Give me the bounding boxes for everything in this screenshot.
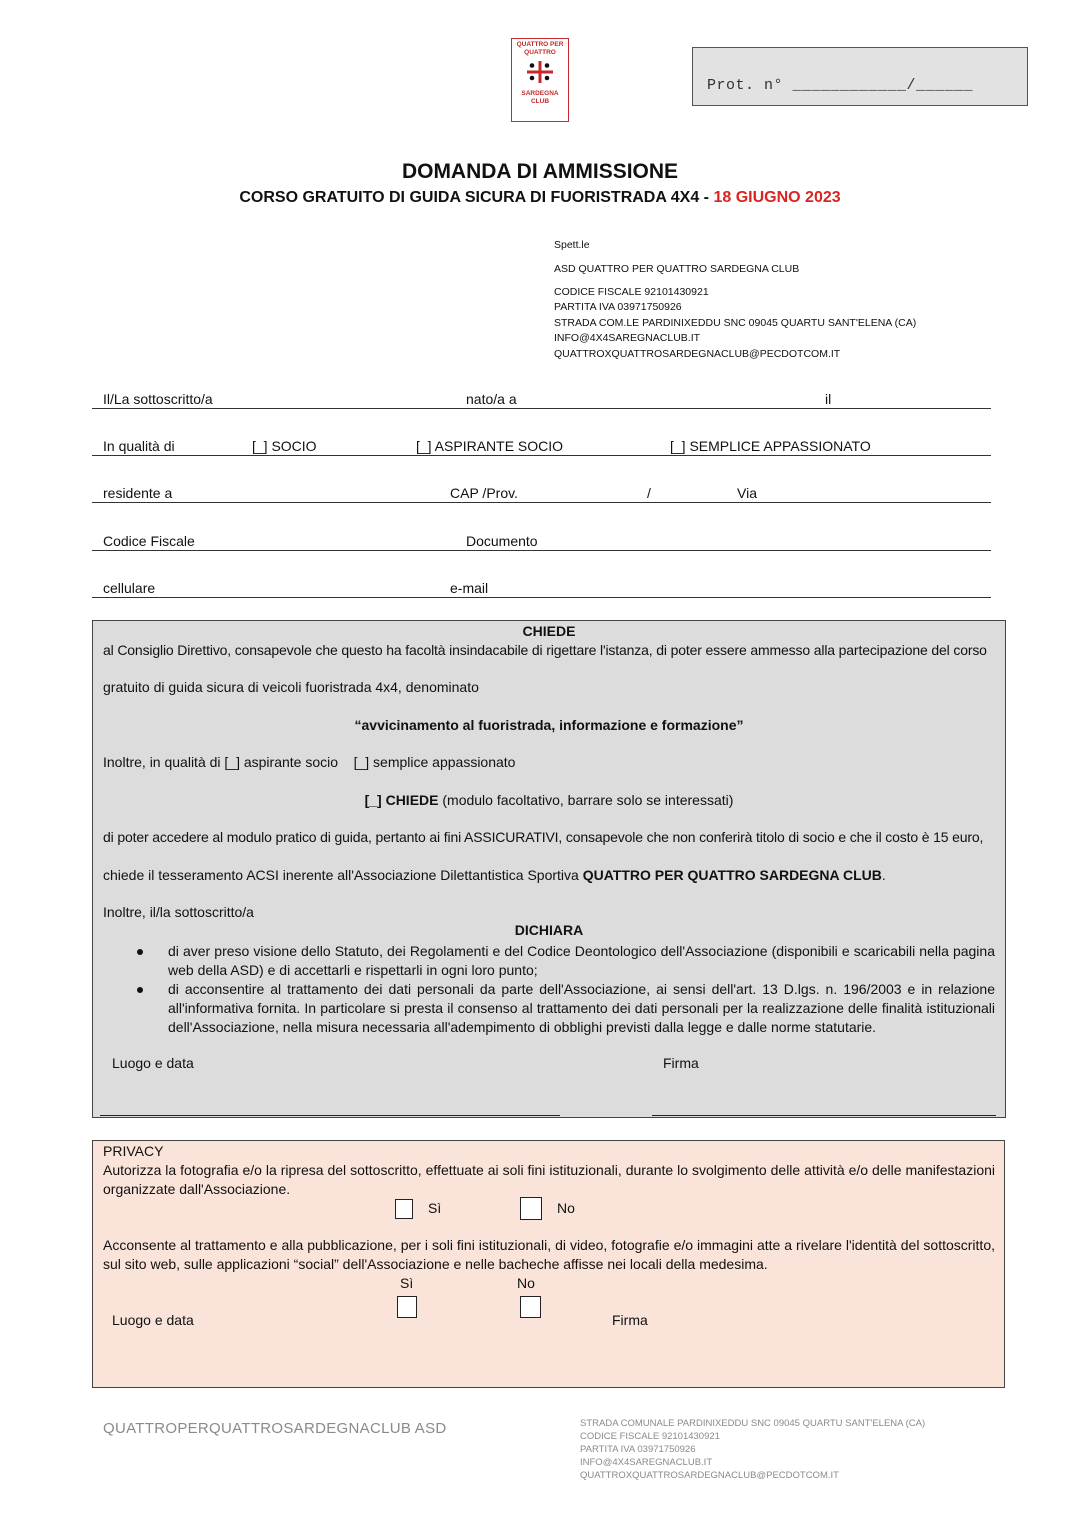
declaration-1: di aver preso visione dello Statuto, dei Regolamenti e del Codice Deontologico dell'Associazione (disponibili e scaricabili nella pagina web della ASD) e di accettarli e rispettarli in ogni loro punto; — [168, 943, 995, 978]
request-line-4 — [103, 867, 886, 883]
bullet-icon — [137, 987, 143, 993]
privacy-firma[interactable]: Firma — [612, 1312, 648, 1328]
privacy-photo-si-label: Sì — [428, 1200, 442, 1216]
field-residente[interactable]: residente a — [103, 485, 173, 501]
footer-pec: QUATTROXQUATTROSARDEGNACLUB@PECDOTCOM.IT — [580, 1470, 839, 1481]
address-name: ASD QUATTRO PER QUATTRO SARDEGNA CLUB — [554, 263, 800, 275]
request-line-2: gratuito di guida sicura di veicoli fuoristrada 4x4, denominato — [103, 679, 479, 695]
address-piva: PARTITA IVA 03971750926 — [554, 301, 682, 313]
request-inoltre-options[interactable]: Inoltre, in qualità di [_] aspirante socio [_] semplice appassionato — [103, 754, 516, 770]
course-name: “avvicinamento al fuoristrada, informazione e formazione” — [354, 717, 744, 733]
address-email: INFO@4X4SAREGNACLUB.IT — [554, 332, 701, 344]
subtitle-date: 18 GIUGNO 2023 — [713, 189, 841, 206]
club-logo — [511, 38, 569, 122]
request-line-4-end: . — [881, 867, 886, 883]
field-sottoscritto[interactable]: Il/La sottoscritto/a — [103, 391, 213, 407]
optional-module-note: (modulo facoltativo, barrare solo se interessati) — [438, 792, 734, 808]
form-line — [92, 455, 991, 456]
form-line — [92, 408, 991, 409]
logo-bottom-text: SARDEGNA CLUB — [521, 90, 559, 105]
field-codice-fiscale[interactable]: Codice Fiscale — [103, 533, 195, 549]
address-street: STRADA COM.LE PARDINIXEDDU SNC 09045 QUARTU SANT'ELENA (CA) — [554, 317, 917, 329]
privacy-text-1: Autorizza la fotografia e/o la ripresa del sottoscritto, effettuate ai soli fini istituzionali, durante lo svolgimento delle attività e/o delle manifestazioni organizzate dall'Associazione. — [103, 1162, 995, 1197]
form-line — [92, 597, 991, 598]
privacy-luogo-data[interactable]: Luogo e data — [112, 1312, 194, 1328]
option-aspirante-socio[interactable]: [_] ASPIRANTE SOCIO — [416, 438, 564, 454]
sardinia-flag-icon — [512, 61, 568, 85]
field-documento[interactable]: Documento — [466, 533, 538, 549]
page-subtitle — [0, 189, 1080, 207]
field-cap[interactable]: CAP /Prov. — [450, 485, 518, 501]
option-semplice-appassionato[interactable]: [_] SEMPLICE APPASSIONATO — [670, 438, 871, 454]
request-line-1: al Consiglio Direttivo, consapevole che questo ha facoltà insindacabile di rigettare l'istanza, di poter essere ammesso alla partecipazione del corso — [103, 642, 987, 658]
address-cf: CODICE FISCALE 92101430921 — [554, 286, 709, 298]
privacy-heading: PRIVACY — [103, 1143, 164, 1159]
field-cellulare[interactable]: cellulare — [103, 580, 156, 596]
privacy-publish-no-label: No — [517, 1275, 535, 1291]
field-il[interactable]: il — [825, 391, 832, 407]
privacy-text-2: Acconsente al trattamento e alla pubblicazione, per i soli fini istituzionali, di video, fotografie e/o immagini atte a rivelare l'identità del sottoscritto, sul sito web, sulle applicazioni “social” dell'Associazione e nelle bacheche affisse nei locali della medesima. — [103, 1237, 995, 1272]
signature-line — [652, 1115, 996, 1116]
footer-email: INFO@4X4SAREGNACLUB.IT — [580, 1457, 713, 1468]
privacy-photo-si-checkbox[interactable] — [395, 1199, 413, 1219]
field-cap-separator: / — [647, 485, 651, 501]
form-line — [92, 550, 991, 551]
footer-contacts — [580, 1417, 925, 1482]
request-luogo-data[interactable]: Luogo e data — [112, 1055, 194, 1071]
declaration-2: di acconsentire al trattamento dei dati personali da parte dell'Associazione, ai sensi dell'art. 13 D.lgs. n. 196/2003 e in relazione all'informativa fornita. In particolare si presta il consenso al trattamento dei dati personali per la realizzazione delle finalità istituzionali dell'Associazione, nella misura necessaria all'adempimento di obblighi previsti dalla legge e dalle norme statutarie. — [168, 981, 995, 1035]
logo-top-text: QUATTRO PER QUATTRO — [516, 41, 564, 56]
signature-line — [100, 1115, 560, 1116]
optional-module[interactable] — [92, 792, 1006, 808]
footer-cf: CODICE FISCALE 92101430921 — [580, 1431, 720, 1442]
footer-address: STRADA COMUNALE PARDINIXEDDU SNC 09045 QUARTU SANT'ELENA (CA) — [580, 1418, 926, 1429]
privacy-publish-no-checkbox[interactable] — [520, 1296, 541, 1318]
dichiara-heading: DICHIARA — [514, 922, 584, 938]
privacy-publish-si-checkbox[interactable] — [397, 1296, 417, 1318]
footer-organization: QUATTROPERQUATTROSARDEGNACLUB ASD — [103, 1420, 447, 1437]
field-qualita: In qualità di — [103, 438, 175, 454]
privacy-photo-no-label: No — [557, 1200, 575, 1216]
page-title: DOMANDA DI AMMISSIONE — [401, 160, 679, 183]
request-line-4-pre: chiede il tesseramento ACSI inerente all'Associazione Dilettantistica Sportiva — [103, 867, 583, 883]
association-name: QUATTRO PER QUATTRO SARDEGNA CLUB — [582, 867, 882, 883]
bullet-icon — [137, 949, 143, 955]
request-inoltre-2: Inoltre, il/la sottoscritto/a — [103, 904, 254, 920]
optional-module-checkbox-label: [_] CHIEDE — [364, 792, 439, 808]
request-heading: CHIEDE — [522, 623, 576, 639]
address-salutation: Spett.le — [554, 239, 590, 251]
request-firma[interactable]: Firma — [663, 1055, 699, 1071]
flag-cross-icon — [527, 61, 553, 83]
field-nato[interactable]: nato/a a — [466, 391, 517, 407]
privacy-photo-no-checkbox[interactable] — [520, 1197, 542, 1220]
request-line-3: di poter accedere al modulo pratico di guida, pertanto ai fini ASSICURATIVI, consapevole che non conferirà titolo di socio e che il costo è 15 euro, — [103, 829, 984, 845]
option-socio[interactable]: [_] SOCIO — [252, 438, 317, 454]
protocol-number-box[interactable]: Prot. n° ____________/______ — [692, 47, 1028, 106]
address-pec: QUATTROXQUATTROSARDEGNACLUB@PECDOTCOM.IT — [554, 348, 841, 360]
field-via[interactable]: Via — [737, 485, 757, 501]
footer-piva: PARTITA IVA 03971750926 — [580, 1444, 696, 1455]
subtitle-course: CORSO GRATUITO DI GUIDA SICURA DI FUORISTRADA 4X4 - — [239, 189, 710, 206]
field-email[interactable]: e-mail — [450, 580, 489, 596]
form-line — [92, 502, 991, 503]
privacy-publish-si-label: Sì — [400, 1275, 414, 1291]
